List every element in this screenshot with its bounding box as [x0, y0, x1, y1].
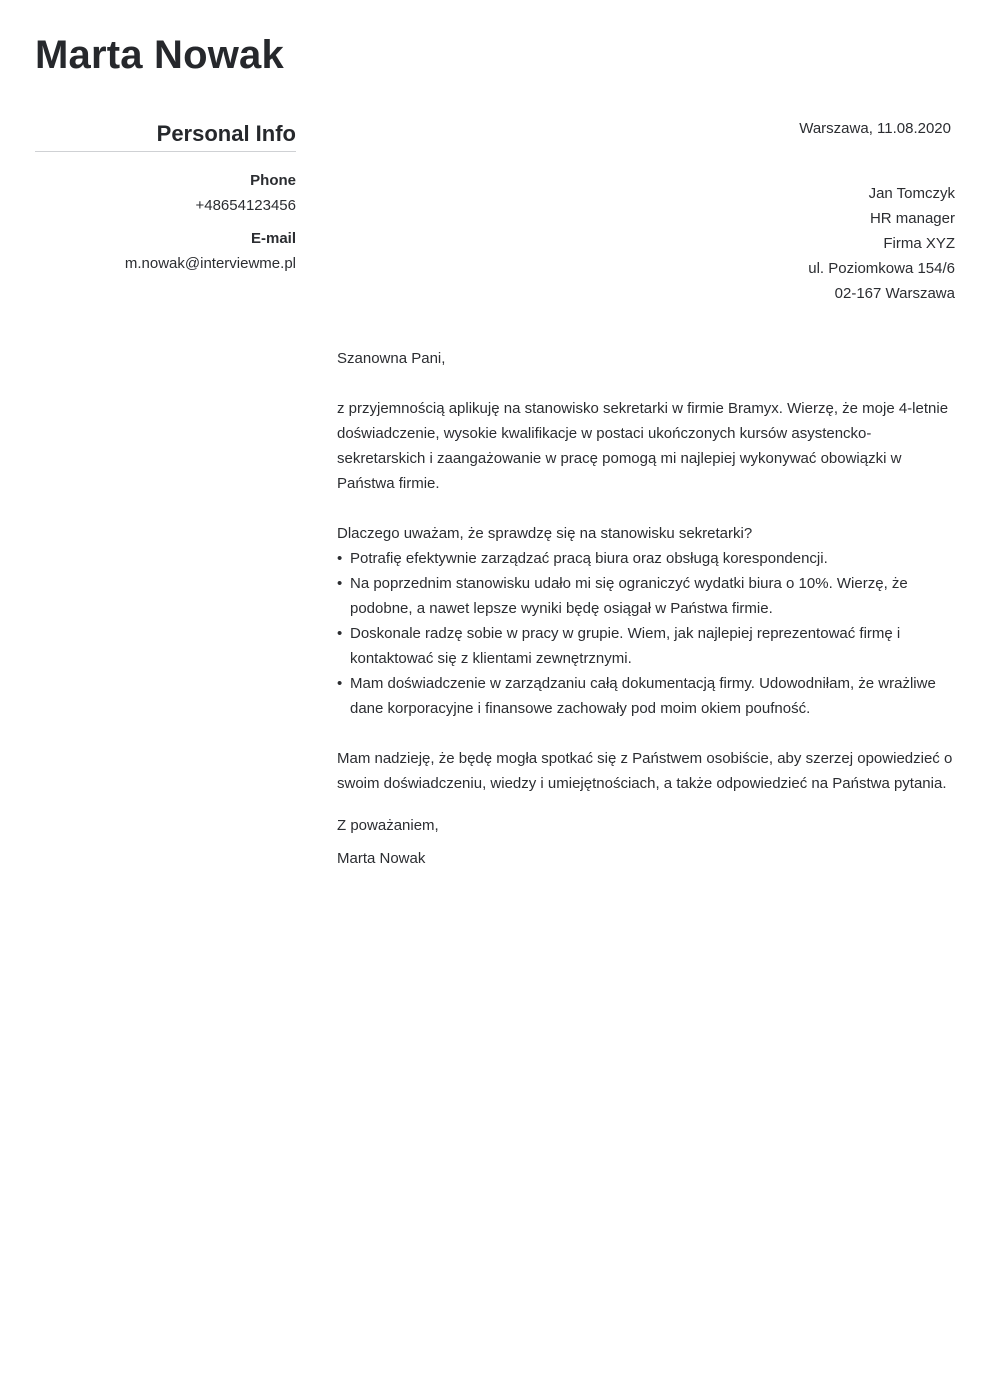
list-item-text: Doskonale radzę sobie w pracy w grupie. Wiem, jak najlepiej reprezentować firmę i kontaktować się z klientami zewnętrznymi.	[350, 625, 901, 667]
bullet-icon: •	[337, 675, 343, 692]
list-item-text: Potrafię efektywnie zarządzać pracą biura oraz obsługą korespondencji.	[350, 550, 828, 567]
phone-value: +48654123456	[195, 197, 296, 214]
list-item-text: Mam doświadczenie w zarządzaniu całą dokumentacją firmy. Udowodniłam, że wrażliwe dane korporacyjne i finansowe zachowały pod moim okiem poufność.	[350, 675, 936, 717]
signature: Marta Nowak	[337, 850, 426, 867]
list-item	[337, 621, 955, 671]
list-item-text: Na poprzednim stanowisku udało mi się ograniczyć wydatki biura o 10%. Wierzę, że podobne, a nawet lepsze wyniki będę osiągał w Państwa firmie.	[350, 575, 908, 617]
cover-letter	[337, 116, 955, 871]
recipient-company: Firma XYZ	[883, 235, 955, 252]
list-item	[337, 671, 955, 721]
list-item	[337, 546, 955, 571]
bullet-icon: •	[337, 625, 343, 642]
intro-paragraph: z przyjemnością aplikuję na stanowisko sekretarki w firmie Bramyx. Wierzę, że moje 4-letnie doświadczenie, wysokie kwalifikacje w postaci ukończonych kursów asystencko-sekretarskich i zaangażowanie w pracę pomogą mi najlepiej wykonywać obowiązki w Państwa firmie.	[337, 400, 949, 492]
recipient-city: 02-167 Warszawa	[834, 285, 955, 302]
author-name: Marta Nowak	[35, 33, 284, 77]
bullet-list	[337, 546, 955, 721]
list-item	[337, 571, 955, 621]
salutation: Szanowna Pani,	[337, 350, 446, 367]
recipient-block	[337, 181, 955, 306]
question-line: Dlaczego uważam, że sprawdzę się na stanowisku sekretarki?	[337, 525, 753, 542]
bullet-icon: •	[337, 575, 343, 592]
closing-paragraph: Mam nadzieję, że będę mogła spotkać się z Państwem osobiście, aby szerzej opowiedzieć o swoim doświadczeniu, wiedzy i umiejętnościach, a także odpowiedzieć na Państwa pytania.	[337, 750, 953, 792]
letter-date: Warszawa, 11.08.2020	[799, 120, 951, 137]
closing-phrase: Z poważaniem,	[337, 817, 439, 834]
personal-info-title: Personal Info	[35, 118, 296, 152]
recipient-name: Jan Tomczyk	[868, 185, 955, 202]
recipient-street: ul. Poziomkowa 154/6	[808, 260, 955, 277]
email-label: E-mail	[250, 230, 296, 247]
recipient-position: HR manager	[869, 210, 955, 227]
phone-label: Phone	[250, 172, 296, 189]
email-value: m.nowak@interviewme.pl	[124, 255, 296, 272]
personal-info-sidebar	[35, 118, 296, 276]
bullet-icon: •	[337, 550, 343, 567]
